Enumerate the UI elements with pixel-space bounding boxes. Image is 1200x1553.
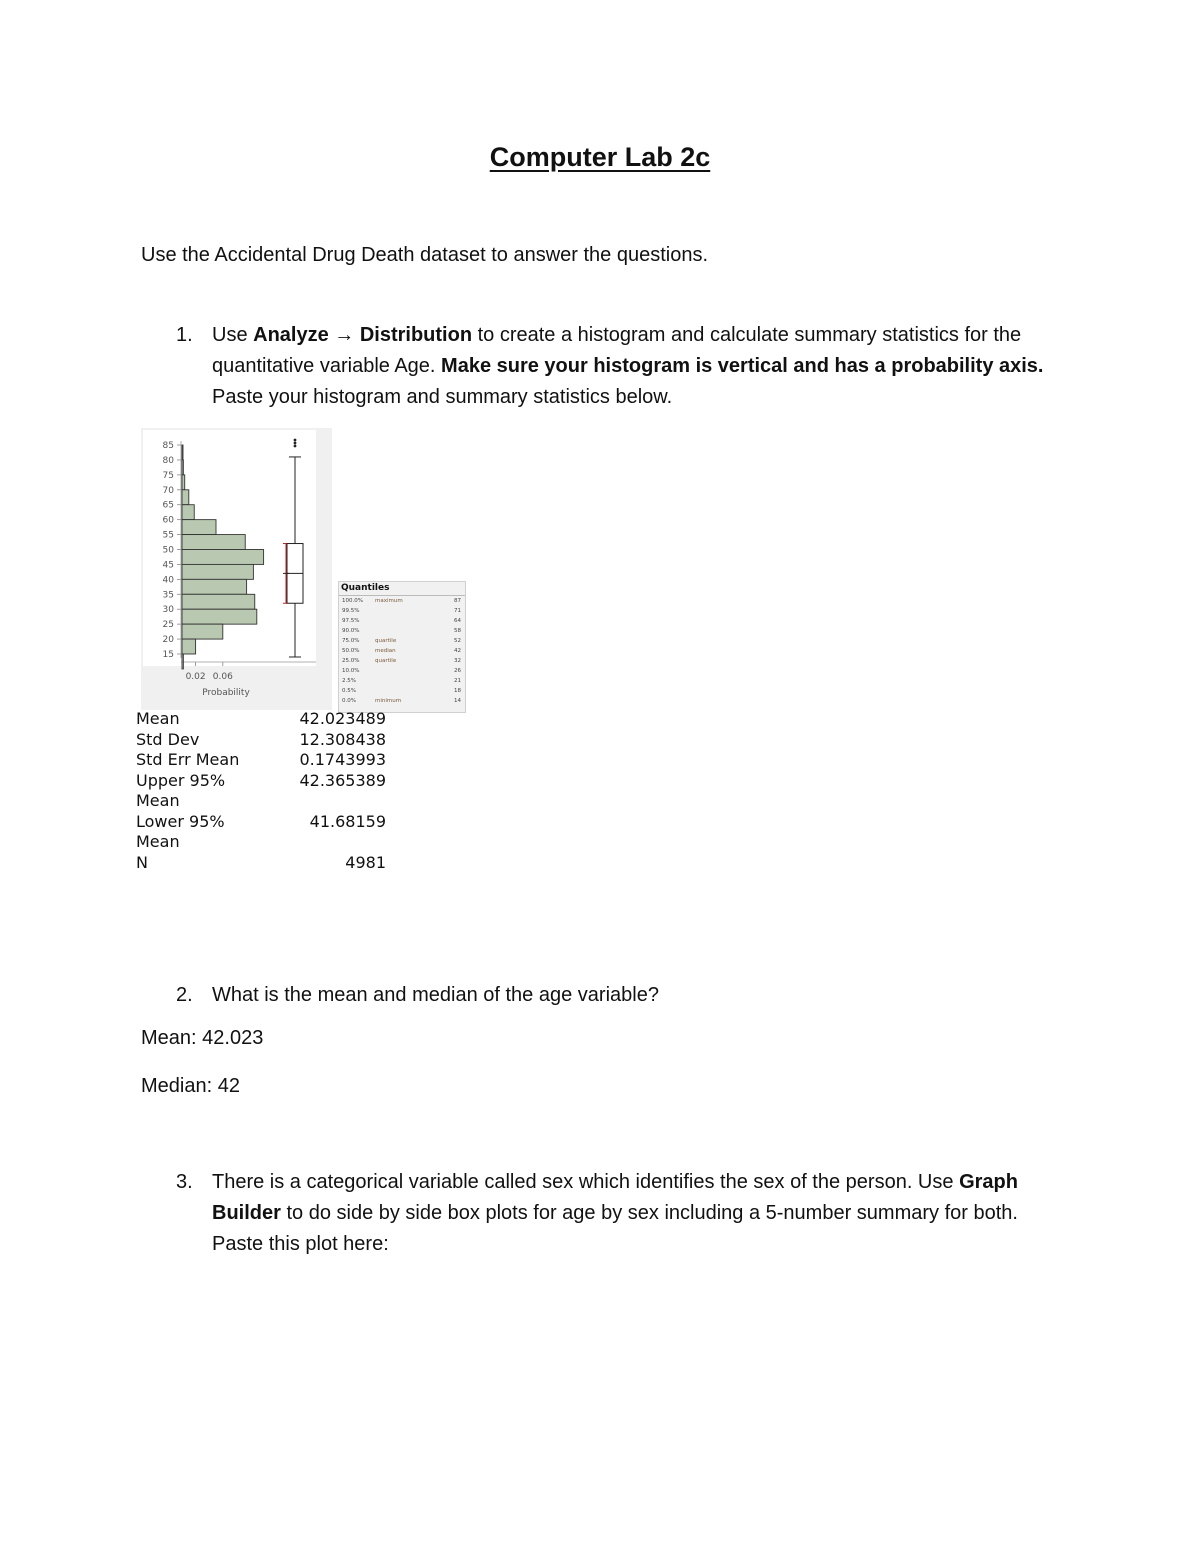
histogram-bar (182, 624, 223, 639)
quantile-pct: 0.0% (342, 698, 356, 704)
outlier-point (294, 442, 297, 445)
quantile-row (339, 676, 465, 686)
y-tick-label: 30 (162, 605, 174, 616)
quantile-val: 42 (454, 648, 461, 654)
page-title: Computer Lab 2c (489, 142, 711, 172)
quantile-pct: 75.0% (342, 638, 360, 644)
histogram-bar (182, 594, 255, 609)
y-tick-label: 20 (162, 635, 174, 646)
quantile-pct: 0.5% (342, 688, 356, 694)
stat-label: Lower 95% Mean (136, 811, 225, 851)
quantile-row (339, 596, 465, 606)
stat-row (136, 730, 396, 751)
quantile-row (339, 606, 465, 616)
quantile-pct: 90.0% (342, 628, 360, 634)
quantile-pct: 99.5% (342, 608, 360, 614)
y-tick-label: 15 (162, 650, 174, 660)
y-tick-label: 35 (162, 590, 174, 601)
y-tick-label: 75 (162, 470, 174, 481)
histogram-bar (182, 579, 247, 594)
x-tick-label: 0.02 (185, 672, 206, 682)
quantile-row (339, 696, 465, 706)
quantile-name: maximum (375, 598, 403, 604)
quantile-pct: 97.5% (342, 618, 360, 624)
stat-value: 41.68159 (309, 811, 386, 831)
histogram-figure (141, 428, 332, 710)
stat-row (136, 709, 396, 730)
quantile-pct: 10.0% (342, 668, 360, 674)
quantile-row (339, 656, 465, 666)
histogram-bar (182, 460, 183, 475)
quantile-val: 87 (454, 598, 461, 604)
question-number: 3. (176, 1171, 193, 1193)
quantile-pct: 2.5% (342, 678, 356, 684)
quantile-name: minimum (375, 698, 402, 704)
question-number: 1. (176, 324, 193, 346)
quantile-row (339, 616, 465, 626)
histogram-bar (182, 609, 257, 624)
quantile-row (339, 646, 465, 656)
quantile-name: median (375, 648, 396, 654)
stat-label: Mean (136, 709, 180, 728)
quantile-val: 58 (454, 628, 461, 634)
quantile-val: 26 (454, 668, 461, 674)
median-answer: Median: 42 (141, 1075, 240, 1097)
y-tick-label: 50 (162, 545, 174, 556)
question-number: 2. (176, 984, 193, 1006)
histogram-bar (182, 505, 194, 520)
stat-row (136, 750, 396, 771)
x-tick-label: 0.06 (212, 672, 233, 682)
quantile-pct: 100.0% (342, 598, 363, 604)
histogram-bar (182, 564, 253, 579)
histogram-bar (182, 654, 183, 669)
histogram-bar (182, 535, 245, 550)
y-tick-label: 45 (162, 560, 174, 571)
histogram-bar (182, 639, 196, 654)
intro-text: Use the Accidental Drug Death dataset to answer the questions. (141, 244, 709, 266)
quantile-row (339, 626, 465, 636)
quantiles-table (338, 581, 466, 713)
histogram-bar (182, 445, 183, 460)
quantile-val: 64 (454, 618, 461, 624)
quantile-val: 71 (454, 608, 461, 614)
histogram-bar (182, 520, 216, 535)
question-2: 2. What is the mean and median of the age variable? (212, 980, 1072, 1011)
question-1: 1. Use Analyze → Distribution to create a histogram and calculate summary statistics for the quantitative variable Age. Make sure your histogram is vertical and has a probability axis. Paste your histogram and summary statistics below. (212, 320, 1072, 413)
x-axis-label: Probability (202, 688, 250, 698)
histogram-bar (182, 475, 185, 490)
outlier-point (294, 445, 297, 448)
stat-value: 42.365389 (299, 770, 386, 790)
y-tick-label: 25 (162, 620, 174, 631)
y-tick-label: 40 (162, 575, 174, 586)
quantile-name: quartile (375, 658, 397, 664)
quantile-val: 52 (454, 638, 461, 644)
y-tick-label: 85 (162, 441, 174, 451)
stat-value: 0.1743993 (299, 750, 386, 769)
stat-row (136, 812, 396, 853)
quantile-val: 14 (454, 698, 461, 704)
stat-label: Std Dev (136, 729, 200, 749)
histogram-bar (182, 550, 264, 565)
y-tick-label: 65 (162, 500, 174, 511)
stat-label: Std Err Mean (136, 750, 240, 769)
stat-label: Upper 95% Mean (136, 770, 226, 810)
y-tick-label: 80 (162, 455, 174, 466)
quantile-val: 21 (454, 678, 461, 684)
y-tick-label: 70 (162, 485, 174, 496)
histogram-boxplot-chart (141, 428, 332, 710)
stat-row (136, 771, 396, 812)
quantile-val: 32 (454, 658, 461, 664)
question-3: 3. There is a categorical variable called sex which identifies the sex of the person. Use Graph Builder to do side by side box plots for age by sex including a 5-number summary for both. Paste this plot here: (212, 1167, 1072, 1260)
stat-value: 4981 (345, 852, 386, 872)
quantile-pct: 25.0% (342, 658, 360, 664)
y-tick-label: 55 (162, 530, 174, 541)
mean-answer: Mean: 42.023 (141, 1027, 264, 1049)
summary-statistics (136, 709, 396, 873)
stat-value: 12.308438 (299, 729, 386, 749)
quantile-val: 18 (454, 688, 461, 694)
quantile-row (339, 686, 465, 696)
quantile-name: quartile (375, 638, 397, 644)
quantiles-header: Quantiles (339, 582, 465, 596)
quantile-pct: 50.0% (342, 648, 360, 654)
stat-value: 42.023489 (299, 709, 386, 728)
outlier-point (294, 439, 297, 442)
stat-row (136, 853, 396, 874)
quantile-row (339, 666, 465, 676)
stat-label: N (136, 852, 148, 872)
histogram-bar (182, 490, 189, 505)
quantile-row (339, 636, 465, 646)
y-tick-label: 60 (162, 515, 174, 526)
